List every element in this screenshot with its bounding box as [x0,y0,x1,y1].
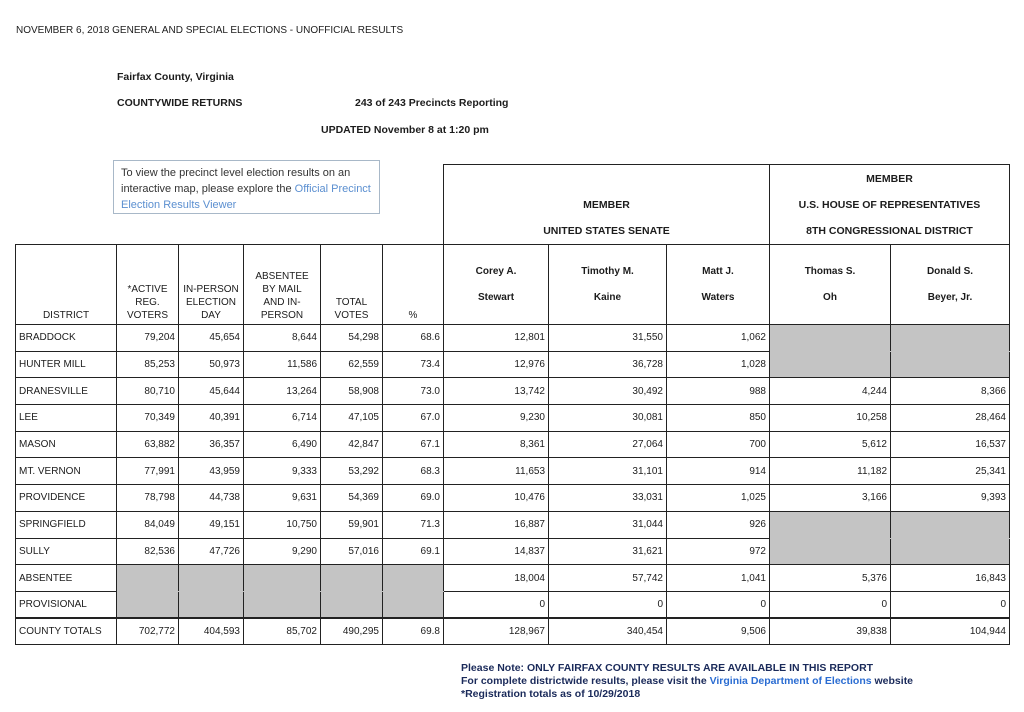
votes-kaine: 30,081 [549,405,667,432]
cell-inperson: 49,151 [179,511,244,538]
cell-active: 84,049 [117,511,179,538]
empty-cell [891,511,1010,538]
cell-inperson: 44,738 [179,485,244,512]
votes-oh: 5,376 [770,565,891,592]
votes-oh: 5,612 [770,431,891,458]
district-name: DRANESVILLE [16,378,117,405]
table-row [16,511,1010,538]
cell-total: 53,292 [321,458,383,485]
results-table [15,164,1010,645]
house-district: 8TH CONGRESSIONAL DISTRICT [806,225,973,237]
totals-inperson: 404,593 [179,618,244,645]
cell-inperson: 50,973 [179,351,244,378]
empty-cell [770,351,891,378]
cell-total: 47,105 [321,405,383,432]
cell-pct: 73.4 [383,351,444,378]
cell-total: 42,847 [321,431,383,458]
candidate-beyer: Donald S. Beyer, Jr. [891,245,1010,325]
cell-pct: 69.0 [383,485,444,512]
totals-beyer: 104,944 [891,618,1010,645]
district-name: HUNTER MILL [16,351,117,378]
cell-inperson: 36,357 [179,431,244,458]
cell-absentee: 9,290 [244,538,321,565]
cell-total: 58,908 [321,378,383,405]
district-name: MT. VERNON [16,458,117,485]
votes-waters: 0 [667,591,770,618]
totals-absentee: 85,702 [244,618,321,645]
votes-beyer: 9,393 [891,485,1010,512]
votes-stewart: 18,004 [444,565,549,592]
cell-active: 77,991 [117,458,179,485]
note-districtwide [461,675,913,687]
empty-cell [770,325,891,352]
district-name: ABSENTEE [16,565,117,592]
totals-kaine: 340,454 [549,618,667,645]
votes-stewart: 11,653 [444,458,549,485]
results-viewer-link[interactable]: Official Precinct Election Results Viewer [121,183,371,211]
votes-beyer: 25,341 [891,458,1010,485]
totals-active: 702,772 [117,618,179,645]
cell-active: 80,710 [117,378,179,405]
votes-kaine: 36,728 [549,351,667,378]
empty-cell [321,565,383,592]
votes-stewart: 8,361 [444,431,549,458]
votes-waters: 926 [667,511,770,538]
cell-absentee: 6,714 [244,405,321,432]
table-row [16,538,1010,565]
senate-member-label: MEMBER [583,199,630,211]
candidate-oh: Thomas S. Oh [770,245,891,325]
totals-pct: 69.8 [383,618,444,645]
cell-absentee: 11,586 [244,351,321,378]
cell-inperson: 45,644 [179,378,244,405]
table-row [16,325,1010,352]
house-office-title: U.S. HOUSE OF REPRESENTATIVES [798,199,981,211]
cell-inperson: 40,391 [179,405,244,432]
votes-stewart: 10,476 [444,485,549,512]
votes-kaine: 31,550 [549,325,667,352]
votes-kaine: 31,101 [549,458,667,485]
votes-beyer: 0 [891,591,1010,618]
cell-pct: 68.6 [383,325,444,352]
empty-cell [117,565,179,592]
votes-waters: 700 [667,431,770,458]
cell-inperson: 47,726 [179,538,244,565]
house-member-label: MEMBER [866,173,913,185]
cell-pct: 69.1 [383,538,444,565]
results-rows [16,325,1010,619]
cell-total: 54,298 [321,325,383,352]
empty-cell [244,591,321,618]
empty-cell [383,565,444,592]
cell-active: 82,536 [117,538,179,565]
votes-oh: 0 [770,591,891,618]
cell-pct: 67.0 [383,405,444,432]
table-row [16,591,1010,618]
empty-cell [770,538,891,565]
dept-elections-link[interactable]: Virginia Department of Elections [709,675,872,687]
cell-absentee: 13,264 [244,378,321,405]
votes-beyer: 16,843 [891,565,1010,592]
col-in-person: IN-PERSON ELECTION DAY [179,245,244,325]
district-name: LEE [16,405,117,432]
senate-header [444,165,770,245]
note-registration: *Registration totals as of 10/29/2018 [461,688,641,700]
map-info-box [113,160,380,214]
votes-oh: 11,182 [770,458,891,485]
votes-stewart: 12,801 [444,325,549,352]
table-row [16,458,1010,485]
county-name: Fairfax County, Virginia [117,71,234,83]
cell-pct: 71.3 [383,511,444,538]
precincts-reporting: 243 of 243 Precincts Reporting [355,97,509,109]
empty-cell [179,565,244,592]
votes-waters: 1,062 [667,325,770,352]
votes-stewart: 14,837 [444,538,549,565]
cell-total: 54,369 [321,485,383,512]
votes-kaine: 31,044 [549,511,667,538]
votes-kaine: 0 [549,591,667,618]
cell-active: 78,798 [117,485,179,512]
cell-pct: 67.1 [383,431,444,458]
cell-absentee: 9,333 [244,458,321,485]
district-name: SULLY [16,538,117,565]
votes-waters: 914 [667,458,770,485]
votes-stewart: 9,230 [444,405,549,432]
col-absentee: ABSENTEE BY MAIL AND IN- PERSON [244,245,321,325]
empty-cell [770,511,891,538]
note-only-fairfax: Please Note: ONLY FAIRFAX COUNTY RESULTS ARE AVAILABLE IN THIS REPORT [461,662,874,674]
totals-stewart: 128,967 [444,618,549,645]
cell-active: 79,204 [117,325,179,352]
table-row [16,378,1010,405]
totals-total: 490,295 [321,618,383,645]
cell-absentee: 6,490 [244,431,321,458]
votes-kaine: 31,621 [549,538,667,565]
totals-label: COUNTY TOTALS [16,618,117,645]
table-row [16,351,1010,378]
votes-waters: 1,028 [667,351,770,378]
votes-stewart: 0 [444,591,549,618]
updated-time: UPDATED November 8 at 1:20 pm [321,124,489,136]
returns-label: COUNTYWIDE RETURNS [117,97,243,109]
cell-absentee: 8,644 [244,325,321,352]
candidate-stewart: Corey A. Stewart [444,245,549,325]
cell-active: 63,882 [117,431,179,458]
totals-oh: 39,838 [770,618,891,645]
table-row [16,405,1010,432]
note-website-text: website [871,675,914,687]
votes-beyer: 16,537 [891,431,1010,458]
col-active-voters: *ACTIVE REG. VOTERS [117,245,179,325]
county-totals-row [16,618,1010,645]
cell-pct: 68.3 [383,458,444,485]
empty-cell [117,591,179,618]
votes-oh: 3,166 [770,485,891,512]
cell-total: 62,559 [321,351,383,378]
cell-inperson: 45,654 [179,325,244,352]
cell-total: 59,901 [321,511,383,538]
votes-kaine: 27,064 [549,431,667,458]
district-name: MASON [16,431,117,458]
votes-waters: 972 [667,538,770,565]
empty-cell [891,351,1010,378]
senate-office-title: UNITED STATES SENATE [543,225,670,237]
empty-cell [321,591,383,618]
table-row [16,431,1010,458]
candidate-waters: Matt J. Waters [667,245,770,325]
district-name: PROVISIONAL [16,591,117,618]
empty-cell [179,591,244,618]
candidate-kaine: Timothy M. Kaine [549,245,667,325]
votes-waters: 1,025 [667,485,770,512]
col-district: DISTRICT [16,245,117,325]
cell-inperson: 43,959 [179,458,244,485]
votes-stewart: 12,976 [444,351,549,378]
votes-waters: 850 [667,405,770,432]
votes-beyer: 8,366 [891,378,1010,405]
votes-stewart: 13,742 [444,378,549,405]
empty-cell [383,591,444,618]
table-row [16,485,1010,512]
cell-active: 85,253 [117,351,179,378]
votes-waters: 1,041 [667,565,770,592]
cell-pct: 73.0 [383,378,444,405]
votes-oh: 4,244 [770,378,891,405]
col-percent: % [383,245,444,325]
page-title: NOVEMBER 6, 2018 GENERAL AND SPECIAL ELECTIONS - UNOFFICIAL RESULTS [16,25,404,36]
votes-kaine: 30,492 [549,378,667,405]
votes-oh: 10,258 [770,405,891,432]
totals-waters: 9,506 [667,618,770,645]
cell-absentee: 9,631 [244,485,321,512]
cell-active: 70,349 [117,405,179,432]
district-name: BRADDOCK [16,325,117,352]
votes-waters: 988 [667,378,770,405]
votes-kaine: 33,031 [549,485,667,512]
empty-cell [891,325,1010,352]
table-row [16,565,1010,592]
empty-cell [891,538,1010,565]
district-name: SPRINGFIELD [16,511,117,538]
map-info-text: To view the precinct level election results on an interactive map, please explore the [121,167,351,195]
cell-absentee: 10,750 [244,511,321,538]
district-name: PROVIDENCE [16,485,117,512]
votes-beyer: 28,464 [891,405,1010,432]
cell-total: 57,016 [321,538,383,565]
empty-cell [244,565,321,592]
col-total-votes: TOTAL VOTES [321,245,383,325]
votes-kaine: 57,742 [549,565,667,592]
house-header [770,165,1010,245]
votes-stewart: 16,887 [444,511,549,538]
note-districtwide-text: For complete districtwide results, please visit the [461,675,710,687]
